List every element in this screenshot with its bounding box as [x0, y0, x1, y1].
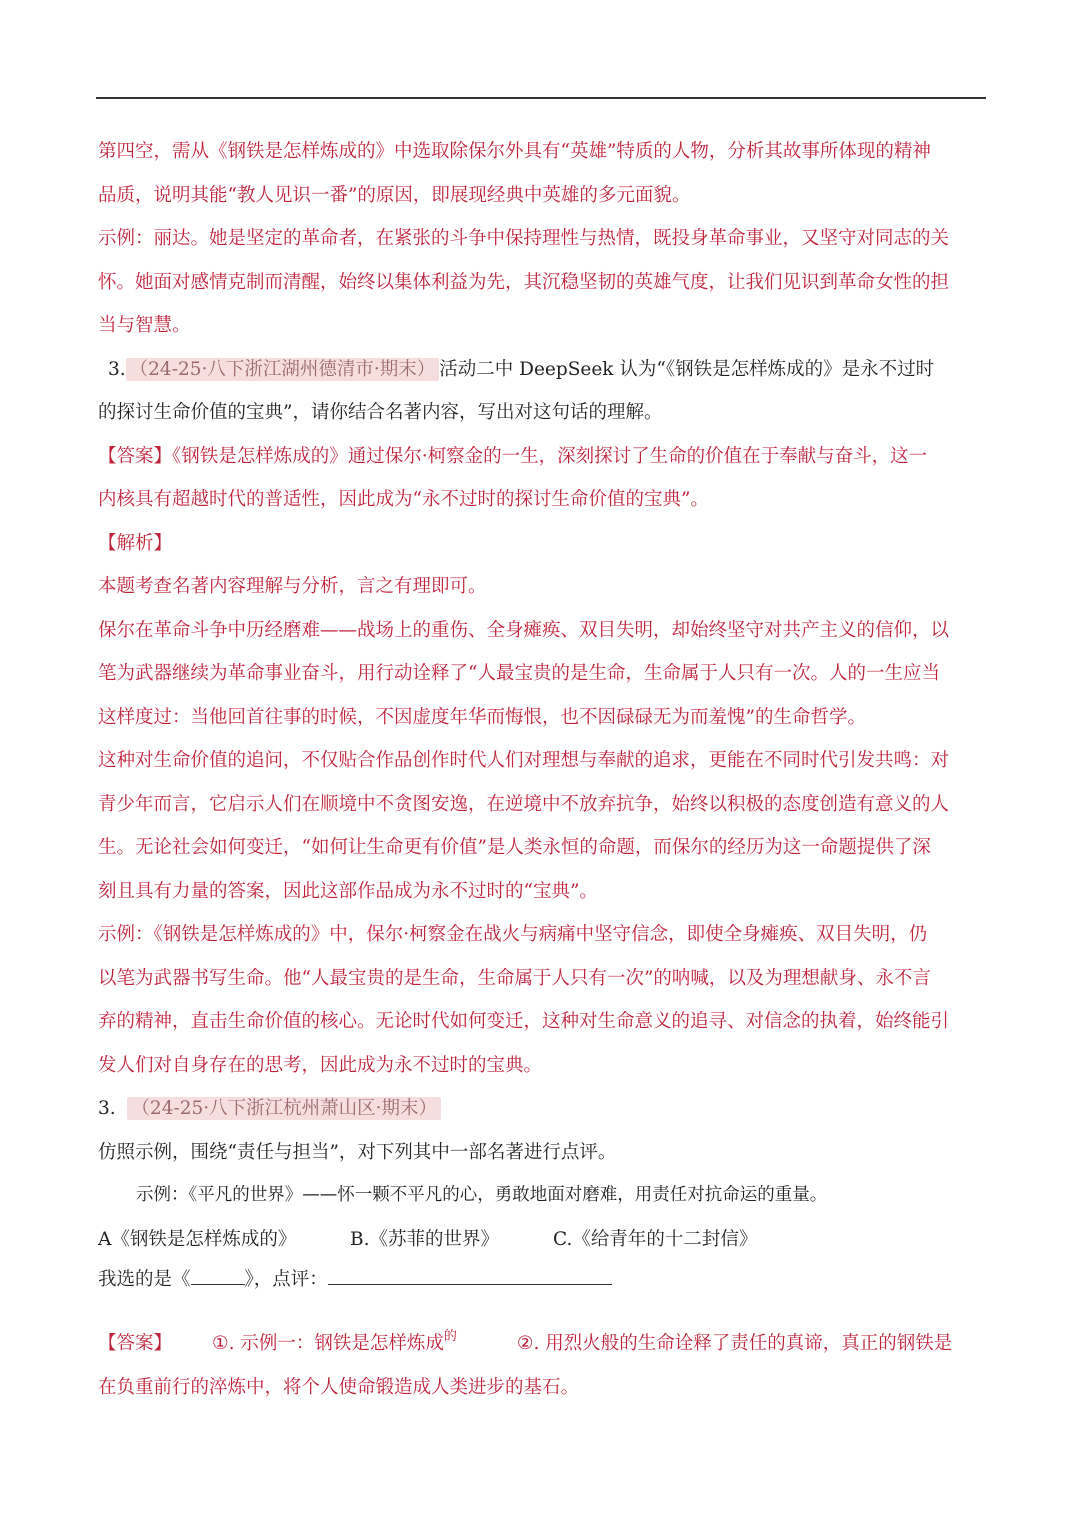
option-c: C.《给青年的十二封信》 [553, 1228, 758, 1250]
book-blank [191, 1262, 245, 1285]
analysis-example-line: 发人们对自身存在的思考，因此成为永不过时的宝典。 [98, 1054, 543, 1076]
analysis-line: 生。无论社会如何变迁，“如何让生命更有价值”是人类永恒的命题，而保尔的经历为这一命题提供了深 [98, 837, 931, 858]
question-number: 3. [98, 1098, 116, 1119]
answer-part-1: 示例一：钢铁是怎样炼成 [240, 1333, 444, 1354]
question-source-tag: （24-25·八下浙江湖州德清市·期末） [126, 358, 440, 381]
question-stem-text: 活动二中 DeepSeek 认为“《钢铁是怎样炼成的》是永不过时 [439, 358, 935, 380]
option-list [98, 1218, 978, 1262]
answer-label: 【答案】 [98, 1333, 173, 1354]
analysis-line: 刻且具有力量的答案，因此这部作品成为永不过时的“宝典”。 [98, 880, 598, 902]
question-number: 3. [108, 358, 126, 380]
question-example: 示例：《平凡的世界》——怀一颗不平凡的心，勇敢地面对磨难，用责任对抗命运的重量。 [136, 1185, 828, 1205]
answer-label: 【答案】 [98, 445, 173, 467]
answer-number-1: ①. [212, 1333, 235, 1354]
question-source-tag: （24-25·八下浙江杭州萧山区·期末） [127, 1097, 441, 1120]
intro-line: 第四空，需从《钢铁是怎样炼成的》中选取除保尔外具有“英雄”特质的人物，分析其故事所体现的精神 [98, 141, 931, 162]
example-line: 示例：丽达。她是坚定的革命者，在紧张的斗争中保持理性与热情，既投身革命事业，又坚守对同志的关 [98, 228, 950, 249]
answer-blank-line [98, 1261, 978, 1299]
analysis-line: 这种对生命价值的追问，不仅贴合作品创作时代人们对理想与奉献的追求，更能在不同时代引发共鸣：对 [98, 750, 950, 771]
analysis-example-line: 以笔为武器书写生命。他“人最宝贵的是生命，生命属于人只有一次”的呐喊，以及为理想献身、永不言 [98, 967, 931, 989]
analysis-example-line: 弃的精神，直击生命价值的核心。无论时代如何变迁，这种对生命意义的追寻、对信念的执着，始终能引 [98, 1011, 950, 1032]
document-body [98, 130, 978, 1409]
choose-prefix: 我选的是《 [98, 1269, 191, 1290]
analysis-intro: 本题考查名著内容理解与分析，言之有理即可。 [98, 576, 487, 597]
question-stem [98, 1087, 978, 1131]
answer-part-2: 用烈火般的生命诠释了责任的真谛，真正的钢铁是 [545, 1333, 953, 1354]
answer-line [98, 1315, 978, 1366]
analysis-line: 笔为武器继续为革命事业奋斗，用行动诠释了“人最宝贵的是生命，生命属于人只有一次。人的一生应当 [98, 663, 940, 684]
question-stem-line: 的探讨生命价值的宝典”，请你结合名著内容，写出对这句话的理解。 [98, 402, 663, 423]
answer-line: 内核具有超越时代的普适性，因此成为“永不过时的探讨生命价值的宝典”。 [98, 489, 709, 510]
analysis-line: 青少年而言，它启示人们在顺境中不贪图安逸，在逆境中不放弃抗争，始终以积极的态度创造有意义的人 [98, 793, 950, 815]
example-line: 当与智慧。 [98, 315, 191, 336]
option-b: B.《苏菲的世界》 [350, 1228, 499, 1250]
analysis-example-line: 示例：《钢铁是怎样炼成的》中，保尔·柯察金在战火与病痛中坚守信念，即使全身瘫痪、双目失明，仍 [98, 924, 928, 945]
answer-number-2: ②. [516, 1333, 540, 1354]
example-line: 怀。她面对感情克制而清醒，始终以集体利益为先，其沉稳坚韧的英雄气度，让我们见识到革命女性的担 [98, 271, 950, 293]
question-stem [98, 348, 978, 392]
answer-line: 在负重前行的淬炼中，将个人使命锻造成人类进步的基石。 [98, 1376, 580, 1398]
analysis-line: 保尔在革命斗争中历经磨难——战场上的重伤、全身瘫痪、双目失明，却始终坚守对共产主义的信仰，以 [98, 619, 950, 641]
question-stem-line: 仿照示例，围绕“责任与担当”，对下列其中一部名著进行点评。 [98, 1141, 617, 1163]
comment-blank [328, 1262, 612, 1285]
analysis-line: 这样度过：当他回首往事的时候，不因虚度年华而悔恨，也不因碌碌无为而羞愧”的生命哲学。 [98, 706, 866, 728]
choose-mid: 》，点评： [244, 1269, 328, 1290]
answer-text: 《钢铁是怎样炼成的》通过保尔·柯察金的一生，深刻探讨了生命的价值在于奉献与奋斗，这一 [172, 445, 928, 467]
analysis-label: 【解析】 [98, 532, 173, 554]
answer-superscript: 的 [443, 1329, 457, 1344]
header-rule [96, 97, 986, 99]
intro-line: 品质，说明其能“教人见识一番”的原因，即展现经典中英雄的多元面貌。 [98, 184, 691, 206]
answer-line [98, 435, 978, 479]
option-a: A《钢铁是怎样炼成的》 [98, 1228, 297, 1250]
